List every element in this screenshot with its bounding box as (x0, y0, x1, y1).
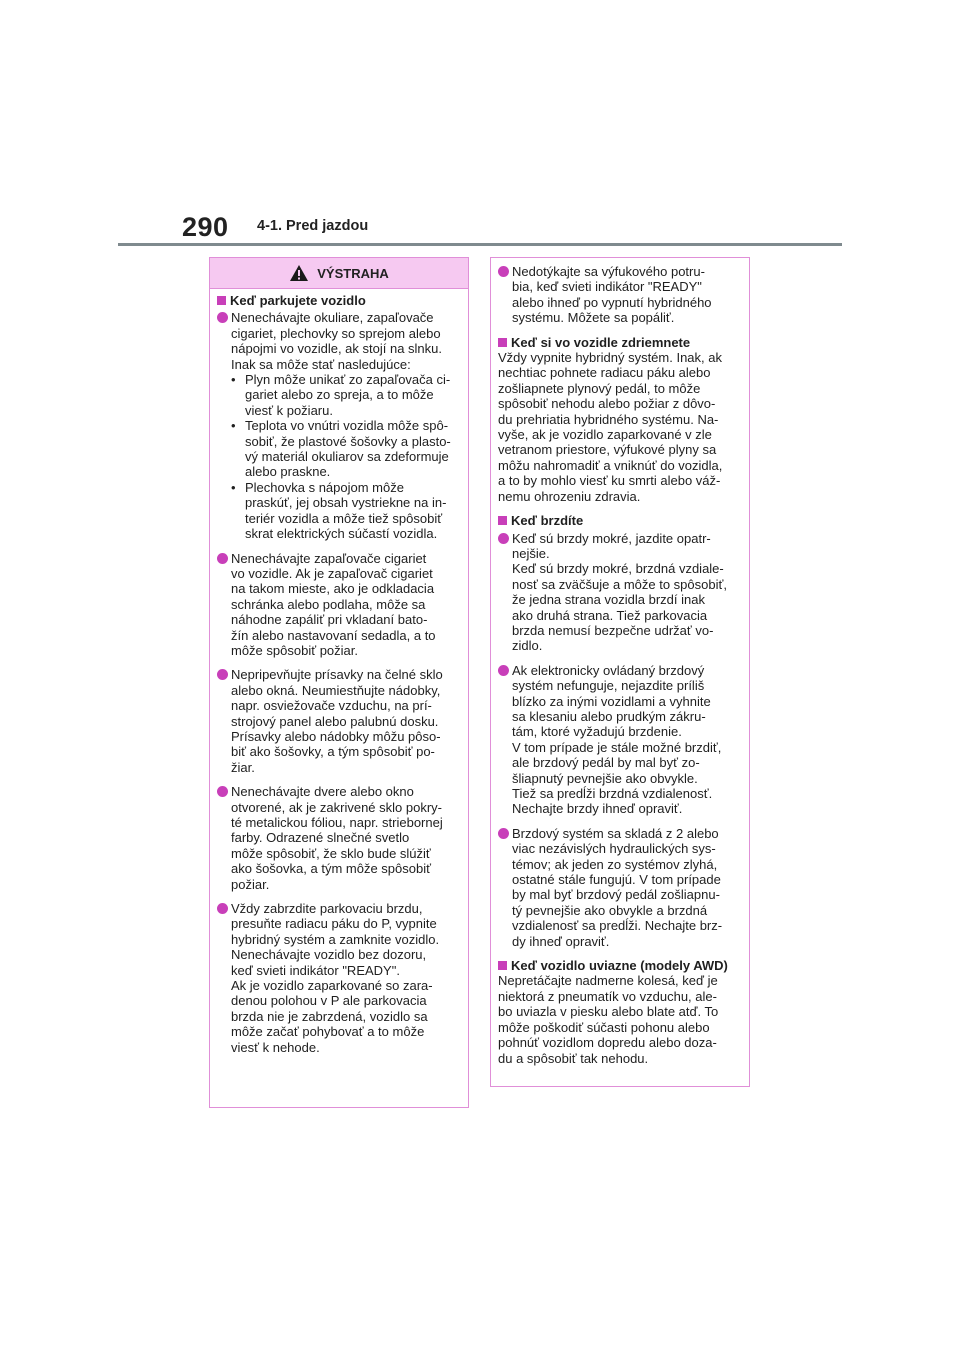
list-item: Vždy zabrzdite parkovaciu brzdu, presuňte radiacu páku do P, vypnite hybridný systém a zamknite vozidlo. Nenechávajte vozidlo bez dozoru, keď svieti indikátor "READY". Ak je vozidlo zaparkované so zara- denou polohou v P ale parkovacia brzda nie je zabrzdená, vozidlo sa môže začať pohybovať a to môže viesť k nehode. (217, 901, 462, 1055)
paragraph: Vždy vypnite hybridný systém. Inak, ak nechtiac pohnete radiacu páku alebo zošliapnete plynový pedál, to môže spôsobiť nehodu alebo požiar z dôvo- du prehriatia hybridného systému. Na- vyše, ak je vozidlo zaparkované v zle vetranom priestore, výfukové plyny sa môžu nahromadiť a vniknúť do vozidla, a to by mohlo viesť ku smrti alebo váž- nemu ohrozeniu zdravia. (498, 350, 723, 504)
square-bullet-icon (498, 961, 507, 970)
list-item: Nenechávajte okuliare, zapaľovače cigariet, plechovky so sprejom alebo nápojmi vo vozidle, ak stojí na slnku. Inak sa môže stať nasledujúce: • Plyn môže unikať zo zapaľovača ci- gariet alebo zo spreja, a to môže viesť k požiaru. • Teplota vo vnútri vozidla môže spô- sobiť, že plastové šošovky a plasto- vý materiál okuliarov sa zdeformuje alebo praskne. • Plechovka s nápojom môže praskúť, jej obsah vystriekne na in- teriér vozidla a môže tiež spôsobiť skrat elektrických súčastí vozidla. (217, 310, 462, 541)
paragraph: Nepretáčajte nadmerne kolesá, keď je niektorá z pneumatík vo vzduchu, ale- bo uviazla v piesku alebo blate atď. To môže poškodiť súčasti pohonu alebo pohnúť vozidlom dopredu alebo doza- du a spôsobiť tak nehodu. (498, 973, 719, 1066)
warning-content-left (210, 289, 468, 1055)
list-item: Nepripevňujte prísavky na čelné sklo alebo okná. Neumiestňujte nádobky, napr. osviežovače vzduchu, na prí- strojový panel alebo palubnú dosku. Prísavky alebo nádobky môžu pôso- biť ako šošovky, a tým spôsobiť po- žiar. (217, 667, 462, 775)
subheading-nap: Keď si vo vozidle zdriemnete (498, 335, 743, 350)
list-item: Nedotýkajte sa výfukového potru- bia, keď svieti indikátor "READY" alebo ihneď po vypnutí hybridného systému. Môžete sa popáliť. (498, 264, 743, 326)
sub-list (231, 372, 451, 541)
list-item: Keď sú brzdy mokré, jazdite opatr- nejšie. Keď sú brzdy mokré, brzdná vzdiale- nosť sa zväčšuje a môže to spôsobiť, že jedna strana vozidla brzdí inak ako druhá strana. Tiež parkovacia brzda nemusí bezpečne udržať vo- zidlo. (498, 531, 743, 654)
list-item: Nenechávajte dvere alebo okno otvorené, ak je zakrivené sklo pokry- té metalickou fóliou, napr. striebornej farby. Odrazené slnečné svetlo môže spôsobiť, že sklo bude slúžiť ako šošovka, a tým môže spôsobiť požiar. (217, 784, 462, 892)
list-item: Nenechávajte zapaľovače cigariet vo vozidle. Ak je zapaľovač cigariet na takom mieste, ako je odkladacia schránka alebo podlaha, môže sa náhodne zapáliť pri vkladaní bato- žín alebo nastavovaní sedadla, a to môže spôsobiť požiar. (217, 551, 462, 659)
subheading-parking: Keď parkujete vozidlo (217, 293, 462, 308)
round-bullet-icon (217, 903, 228, 914)
round-bullet-icon (498, 266, 509, 277)
round-bullet-icon (217, 669, 228, 680)
warning-header (210, 258, 468, 289)
sub-list-item: • Teplota vo vnútri vozidla môže spô- sobiť, že plastové šošovky a plasto- vý materiál okuliarov sa zdeformuje alebo praskne. (231, 418, 451, 480)
page-number: 290 (182, 212, 229, 242)
subheading-braking: Keď brzdíte (498, 513, 743, 528)
square-bullet-icon (498, 516, 507, 525)
warning-box-left (209, 257, 469, 1108)
square-bullet-icon (217, 296, 226, 305)
round-bullet-icon (217, 553, 228, 564)
subheading-stuck: Keď vozidlo uviazne (modely AWD) (498, 958, 743, 973)
round-bullet-icon (217, 312, 228, 323)
square-bullet-icon (498, 338, 507, 347)
round-bullet-icon (498, 828, 509, 839)
round-bullet-icon (498, 533, 509, 544)
sub-list-item: • Plyn môže unikať zo zapaľovača ci- gariet alebo zo spreja, a to môže viesť k požiaru. (231, 372, 451, 418)
warning-box-right (490, 257, 750, 1087)
warning-title: VÝSTRAHA (317, 265, 389, 281)
list-item: Brzdový systém sa skladá z 2 alebo viac nezávislých hydraulických sys- témov; ak jeden zo systémov zlyhá, ostatné stále fungujú. V tom prípade by mal byť brzdový pedál zošliapnu- tý pevnejšie ako obvykle a brzdná vzdialenosť sa predĺži. Nechajte brz- dy ihneď opraviť. (498, 826, 743, 949)
round-bullet-icon (217, 786, 228, 797)
sub-list-item: • Plechovka s nápojom môže praskúť, jej obsah vystriekne na in- teriér vozidla a môže tiež spôsobiť skrat elektrických súčastí vozidla. (231, 479, 447, 542)
list-item: Ak elektronicky ovládaný brzdový systém nefunguje, nejazdite príliš blízko za inými vozidlami a vyhnite sa klesaniu alebo prudkým zákru- tám, ktoré vyžadujú brzdenie. V tom prípade je stále možné brzdiť, ale brzdový pedál by mal byť zo- šliapnutý pevnejšie ako obvykle. Tiež sa predĺži brzdná vzdialenosť. Nechajte brzdy ihneď opraviť. (498, 663, 743, 817)
header-rule (118, 243, 842, 246)
round-bullet-icon (498, 665, 509, 676)
section-title: 4-1. Pred jazdou (257, 218, 369, 234)
warning-triangle-icon (289, 264, 309, 282)
warning-content-right (491, 258, 749, 1066)
